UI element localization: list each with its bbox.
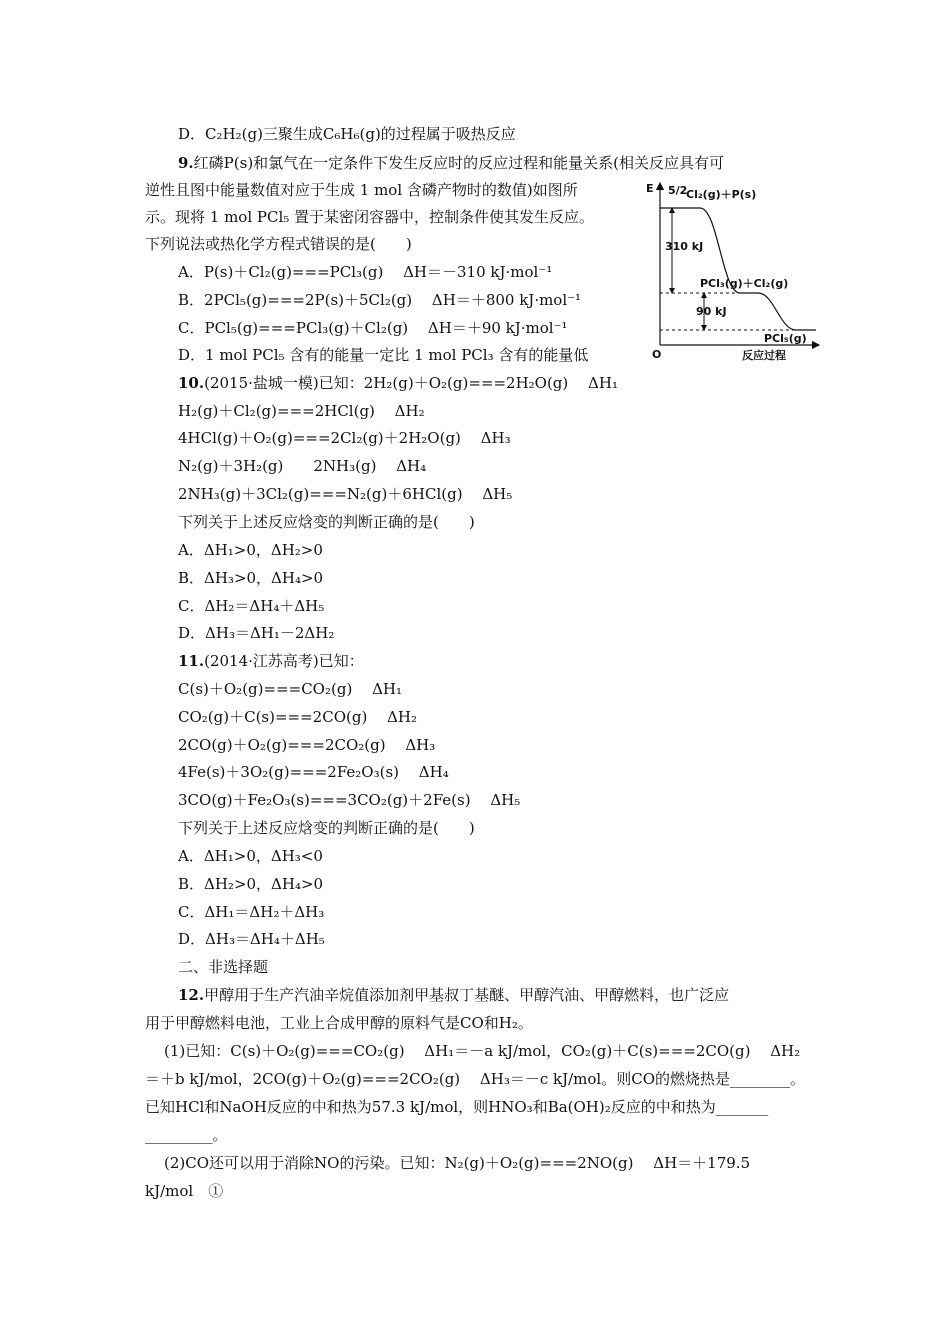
- gap-310-label: 310 kJ: [665, 240, 704, 253]
- q10-line1: 10.(2015·盐城一模)已知：2H₂(g)＋O₂(g)===2H₂O(g) ΔH₁: [178, 374, 618, 392]
- q12-part1-line2: ＝＋b kJ/mol，2CO(g)＋O₂(g)===2CO₂(g) ΔH₃＝－c kJ/mol。则CO的燃烧热是________。: [145, 1070, 806, 1088]
- q11-option-d: D．ΔH₃＝ΔH₄＋ΔH₅: [178, 930, 325, 948]
- q8-option-d: D．C₂H₂(g)三聚生成C₆H₆(g)的过程属于吸热反应: [178, 125, 516, 143]
- q12-line2: 用于甲醇燃料电池，工业上合成甲醇的原料气是CO和H₂。: [145, 1014, 533, 1032]
- q12-part1-line1: (1)已知：C(s)＋O₂(g)===CO₂(g) ΔH₁＝－a kJ/mol，CO₂(g)＋C(s)===2CO(g) ΔH₂: [164, 1042, 801, 1060]
- q12-part1-line4: _________。: [145, 1126, 228, 1144]
- q10-line3: 4HCl(g)＋O₂(g)===2Cl₂(g)＋2H₂O(g) ΔH₃: [178, 429, 511, 447]
- q10-stem: 下列关于上述反应焓变的判断正确的是( ): [178, 513, 475, 531]
- q10-option-b: B．ΔH₃>0，ΔH₄>0: [178, 569, 324, 587]
- q10-line4: N₂(g)＋3H₂(g) 2NH₃(g) ΔH₄: [178, 457, 427, 475]
- q10-option-d: D．ΔH₃＝ΔH₁－2ΔH₂: [178, 624, 335, 642]
- q9-option-b: B．2PCl₅(g)===2P(s)＋5Cl₂(g) ΔH＝＋800 kJ·mol⁻¹: [178, 291, 582, 309]
- q10-number: 10.: [178, 374, 205, 392]
- q10-option-a: A．ΔH₁>0，ΔH₂>0: [178, 541, 323, 559]
- energy-diagram: [640, 180, 820, 365]
- q11-option-a: A．ΔH₁>0，ΔH₃<0: [178, 847, 323, 865]
- x-axis-label: 反应过程: [742, 349, 786, 362]
- q11-line2: C(s)＋O₂(g)===CO₂(g) ΔH₁: [178, 680, 402, 698]
- q11-option-b: B．ΔH₂>0，ΔH₄>0: [178, 875, 324, 893]
- y-axis-label: E: [646, 182, 654, 195]
- q10-option-c: C．ΔH₂＝ΔH₄＋ΔH₅: [178, 597, 325, 615]
- q11-stem: 下列关于上述反应焓变的判断正确的是( ): [178, 819, 475, 837]
- q9-option-c: C．PCl₅(g)===PCl₃(g)＋Cl₂(g) ΔH＝＋90 kJ·mol⁻¹: [178, 319, 568, 337]
- energy-curve: [660, 208, 816, 330]
- q12-part1-line3: 已知HCl和NaOH反应的中和热为57.3 kJ/mol，则HNO₃和Ba(OH)₂反应的中和热为_______: [145, 1098, 769, 1116]
- q10-line2: H₂(g)＋Cl₂(g)===2HCl(g) ΔH₂: [178, 402, 425, 420]
- q9-option-a: A．P(s)＋Cl₂(g)===PCl₃(g) ΔH＝－310 kJ·mol⁻¹: [178, 263, 553, 281]
- q11-line6: 3CO(g)＋Fe₂O₃(s)===3CO₂(g)＋2Fe(s) ΔH₅: [178, 791, 521, 809]
- top-level-label: Cl₂(g)＋P(s): [686, 188, 757, 201]
- bottom-level-label: PCl₅(g): [764, 332, 807, 345]
- q9-stem-line2: 逆性且图中能量数值对应于生成 1 mol 含磷产物时的数值)如图所: [145, 181, 578, 199]
- q11-line5: 4Fe(s)＋3O₂(g)===2Fe₂O₃(s) ΔH₄: [178, 763, 449, 781]
- q11-line4: 2CO(g)＋O₂(g)===2CO₂(g) ΔH₃: [178, 736, 436, 754]
- q9-option-d: D．1 mol PCl₅ 含有的能量一定比 1 mol PCl₃ 含有的能量低: [178, 346, 589, 364]
- q9-number: 9.: [178, 154, 194, 172]
- q11-line3: CO₂(g)＋C(s)===2CO(g) ΔH₂: [178, 708, 417, 726]
- q11-number: 11.: [178, 652, 205, 670]
- q11-option-c: C．ΔH₁＝ΔH₂＋ΔH₃: [178, 903, 325, 921]
- origin-label: O: [652, 348, 662, 361]
- q12-line1: 12.甲醇用于生产汽油辛烷值添加剂甲基叔丁基醚、甲醇汽油、甲醇燃料，也广泛应: [178, 986, 730, 1004]
- q11-line1: 11.(2014·江苏高考)已知：: [178, 652, 364, 670]
- q12-part2-line2: kJ/mol ①: [145, 1182, 224, 1200]
- top-level-coefficient: 5/2: [668, 184, 688, 197]
- q12-part2-line1: (2)CO还可以用于消除NO的污染。已知：N₂(g)＋O₂(g)===2NO(g) ΔH＝＋179.5: [164, 1154, 751, 1172]
- q12-number: 12.: [178, 986, 205, 1004]
- q9-stem-line1: 9.红磷P(s)和氯气在一定条件下发生反应时的反应过程和能量关系(相关反应具有可: [178, 154, 725, 172]
- section-heading: 二、非选择题: [178, 958, 269, 976]
- q9-stem-line3: 示。现将 1 mol PCl₅ 置于某密闭容器中，控制条件使其发生反应。: [145, 208, 595, 226]
- q9-stem-line4: 下列说法或热化学方程式错误的是( ): [145, 235, 412, 253]
- q10-line5: 2NH₃(g)＋3Cl₂(g)===N₂(g)＋6HCl(g) ΔH₅: [178, 485, 513, 503]
- mid-level-label: PCl₃(g)＋Cl₂(g): [700, 277, 789, 290]
- gap-90-label: 90 kJ: [696, 305, 727, 318]
